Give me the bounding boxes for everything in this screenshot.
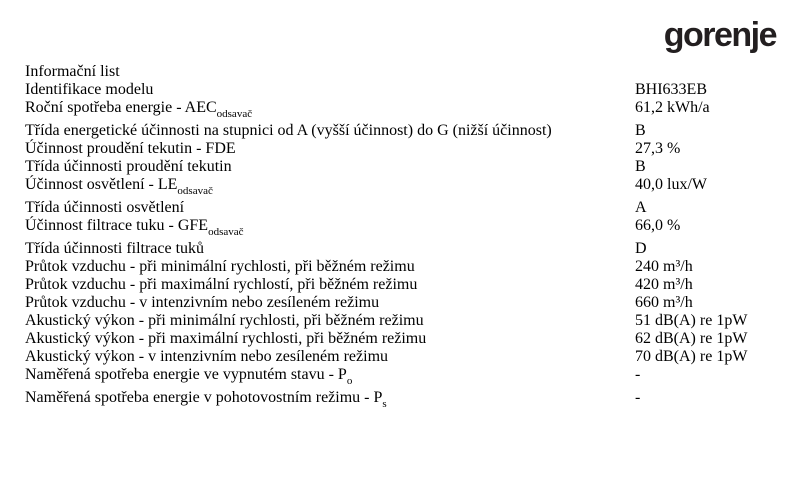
spec-label-text: Účinnost filtrace tuku - GFE [25,217,209,234]
spec-label [25,276,635,294]
gorenje-logo: gorenje [663,16,776,54]
spec-label-text: Třída účinnosti filtrace tuků [25,240,205,257]
spec-row [25,199,775,217]
spec-label-text: Akustický výkon - při maximální rychlosti, při běžném režimu [25,330,427,347]
spec-label-text: Třída energetické účinnosti na stupnici od A (vyšší účinnost) do G (nižší účinnost) [25,122,552,139]
spec-table-rows [25,81,775,412]
spec-value: 27,3 % [635,140,681,157]
spec-row [25,330,775,348]
spec-label [25,330,635,348]
spec-label [25,348,635,366]
spec-row [25,122,775,140]
spec-label-text: Roční spotřeba energie - AEC [25,99,217,116]
spec-label-text: Třída účinnosti proudění tekutin [25,158,232,175]
spec-row [25,276,775,294]
spec-sheet [25,63,775,412]
spec-label-text: Naměřená spotřeba energie ve vypnutém stavu - P [25,366,347,383]
spec-value: BHI633EB [635,81,707,98]
spec-row [25,176,775,199]
spec-row [25,258,775,276]
spec-value: - [635,366,641,383]
spec-label [25,158,635,176]
spec-row [25,389,775,412]
spec-row [25,294,775,312]
spec-label [25,389,635,411]
spec-label-text: Účinnost proudění tekutin - FDE [25,140,236,157]
spec-label [25,294,635,312]
spec-row [25,140,775,158]
spec-value: 62 dB(A) re 1pW [635,330,748,347]
spec-label-subscript: s [382,398,387,411]
spec-label [25,99,635,121]
spec-value: 70 dB(A) re 1pW [635,348,748,365]
spec-value: 660 m³/h [635,294,693,311]
spec-label [25,122,635,140]
spec-label-subscript: odsavač [177,185,213,198]
spec-value: 61,2 kWh/a [635,99,710,116]
spec-row [25,81,775,99]
spec-label [25,81,635,99]
spec-label-text: Účinnost osvětlení - LE [25,176,178,193]
spec-label-text: Průtok vzduchu - v intenzivním nebo zesíleném režimu [25,294,380,311]
spec-label [25,217,635,239]
spec-label-text: Identifikace modelu [25,81,154,98]
spec-value: 40,0 lux/W [635,176,707,193]
spec-value: B [635,158,646,175]
spec-row [25,99,775,122]
spec-label [25,258,635,276]
spec-value: 66,0 % [635,217,681,234]
spec-label-text: Naměřená spotřeba energie v pohotovostním režimu - P [25,389,383,406]
spec-value: 420 m³/h [635,276,693,293]
spec-label [25,240,635,258]
title-row [25,63,775,81]
spec-row [25,312,775,330]
spec-row [25,217,775,240]
spec-row [25,240,775,258]
spec-label [25,312,635,330]
spec-value: A [635,199,647,216]
spec-label-text: Akustický výkon - při minimální rychlosti, při běžném režimu [25,312,424,329]
spec-row [25,348,775,366]
spec-value: D [635,240,647,257]
spec-label-subscript: o [346,375,353,388]
spec-label [25,176,635,198]
spec-label-text: Průtok vzduchu - při maximální rychlostí, při běžném režimu [25,276,418,293]
spec-value: 51 dB(A) re 1pW [635,312,748,329]
spec-label-subscript: odsavač [208,226,244,239]
page-title: Informační list [25,63,120,80]
spec-label [25,366,635,388]
spec-row [25,158,775,176]
spec-label-text: Akustický výkon - v intenzivním nebo zesíleném režimu [25,348,389,365]
spec-value: - [635,389,641,406]
spec-value: 240 m³/h [635,258,693,275]
spec-value: B [635,122,646,139]
spec-label-text: Třída účinnosti osvětlení [25,199,185,216]
spec-label [25,140,635,158]
spec-label [25,199,635,217]
spec-label-text: Průtok vzduchu - při minimální rychlosti, při běžném režimu [25,258,415,275]
spec-label-subscript: odsavač [216,108,253,121]
spec-row [25,366,775,389]
